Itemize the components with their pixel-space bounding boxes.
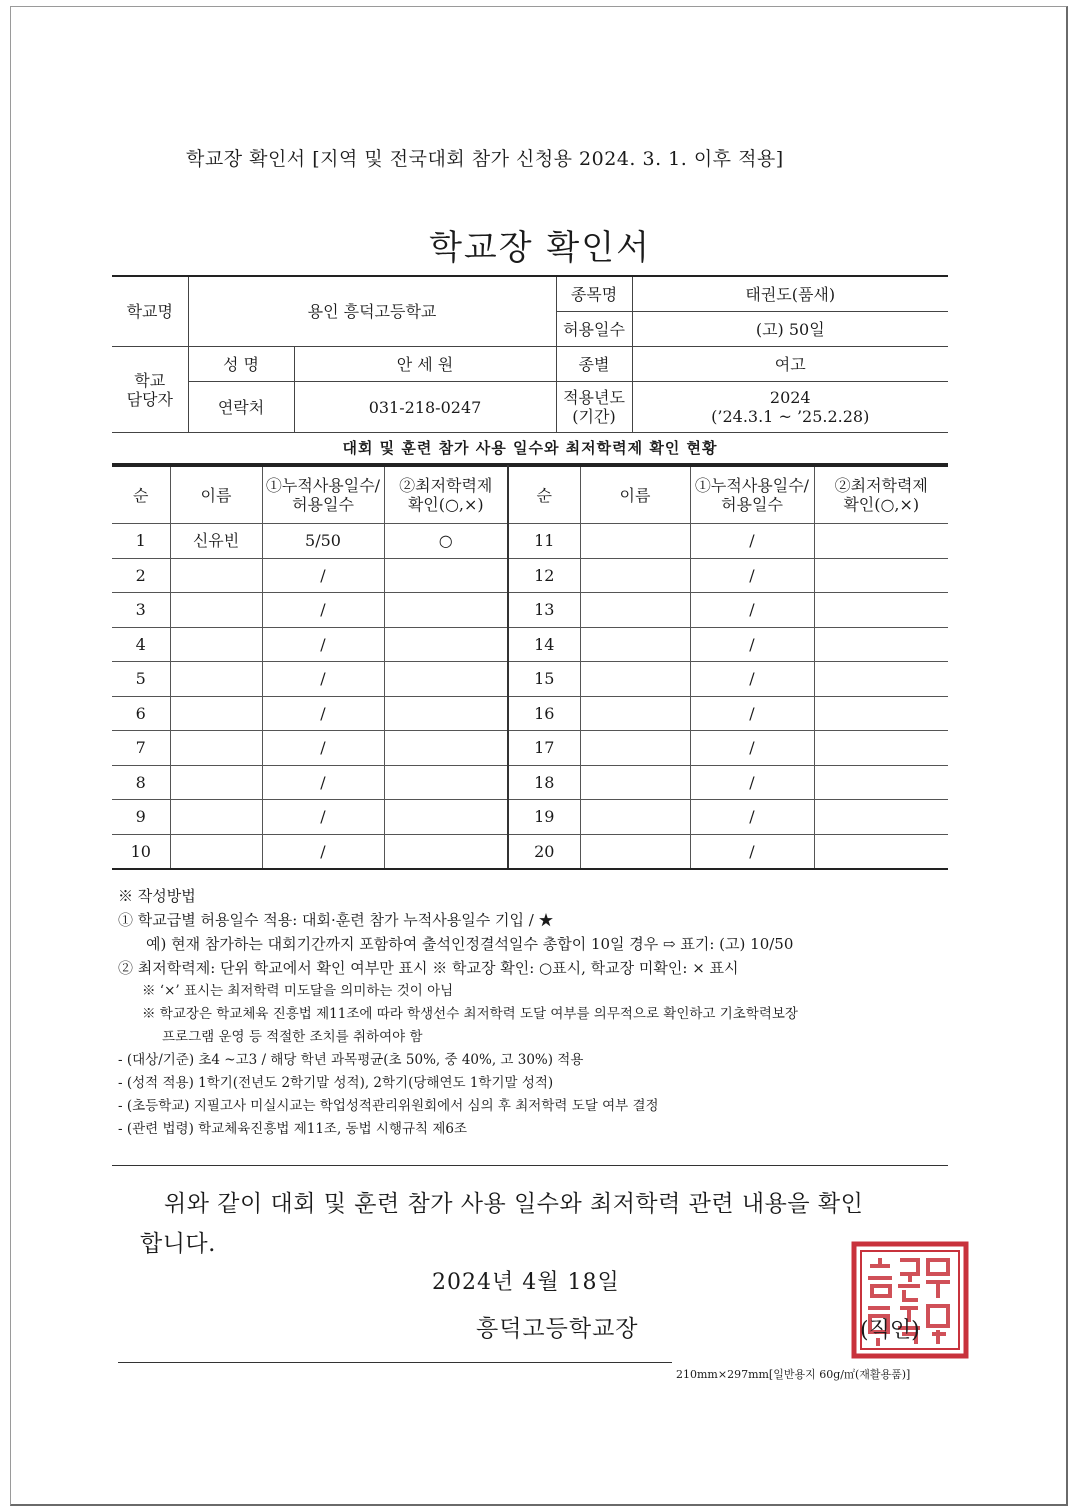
row-no-2: 19 <box>508 800 580 835</box>
row-no: 5 <box>112 662 170 697</box>
name-label: 성 명 <box>188 347 294 382</box>
row-name-2 <box>580 696 690 731</box>
year-value-line2: (’24.3.1 ~ ’25.2.28) <box>711 407 870 426</box>
row-no: 7 <box>112 731 170 766</box>
table-row <box>112 834 948 869</box>
row-no-2: 18 <box>508 765 580 800</box>
row-min-2 <box>814 765 948 800</box>
row-no: 8 <box>112 765 170 800</box>
header-min-2-line2: 확인(○,×) <box>843 495 920 514</box>
row-min <box>384 765 508 800</box>
row-name-2 <box>580 731 690 766</box>
row-name-2 <box>580 593 690 628</box>
type-label: 종별 <box>556 347 632 382</box>
row-name-2 <box>580 627 690 662</box>
header-name-2: 이름 <box>580 466 690 524</box>
row-name-2 <box>580 662 690 697</box>
row-no-2: 17 <box>508 731 580 766</box>
row-min <box>384 627 508 662</box>
row-name: 신유빈 <box>170 524 262 559</box>
table-row <box>112 765 948 800</box>
row-name <box>170 834 262 869</box>
row-days: / <box>262 800 384 835</box>
issue-date: 2024년 4월 18일 <box>432 1270 620 1295</box>
seal-mark: (직인) <box>860 1318 920 1343</box>
row-days-2: / <box>690 696 814 731</box>
row-no-2: 14 <box>508 627 580 662</box>
row-name <box>170 558 262 593</box>
name-value: 안 세 원 <box>294 347 556 382</box>
info-table <box>112 275 948 465</box>
table-row <box>112 593 948 628</box>
event-value: 태권도(품새) <box>632 276 948 312</box>
header-min-2 <box>814 466 948 524</box>
confirmation-line2: 합니다. <box>140 1231 216 1257</box>
header-no: 순 <box>112 466 170 524</box>
row-days-2: / <box>690 593 814 628</box>
year-label-line1: 적용년도 <box>563 388 625 407</box>
type-value: 여고 <box>632 347 948 382</box>
header-days-line1: ①누적사용일수/ <box>265 476 381 495</box>
header-name: 이름 <box>170 466 262 524</box>
row-min <box>384 731 508 766</box>
row-no-2: 15 <box>508 662 580 697</box>
row-min-2 <box>814 731 948 766</box>
row-days: / <box>262 765 384 800</box>
note-dash-1: - (대상/기준) 초4 ~고3 / 해당 학년 과목평균(초 50%, 중 40%, 고 30%) 적용 <box>118 1052 584 1068</box>
row-name-2 <box>580 524 690 559</box>
school-name-label: 학교명 <box>112 276 188 347</box>
row-no: 1 <box>112 524 170 559</box>
confirmation-statement <box>140 1184 940 1264</box>
contact-value: 031-218-0247 <box>294 382 556 433</box>
manager-label-line1: 학교 <box>134 370 166 390</box>
table-row <box>112 627 948 662</box>
row-days: 5/50 <box>262 524 384 559</box>
header-days <box>262 466 384 524</box>
table-row <box>112 800 948 835</box>
row-no-2: 11 <box>508 524 580 559</box>
row-no-2: 20 <box>508 834 580 869</box>
row-days-2: / <box>690 627 814 662</box>
row-days: / <box>262 627 384 662</box>
row-min-2 <box>814 627 948 662</box>
table-row <box>112 731 948 766</box>
note-dash-4: - (관련 법령) 학교체육진흥법 제11조, 동법 시행규칙 제6조 <box>118 1121 468 1137</box>
contact-label: 연락처 <box>188 382 294 433</box>
table-row <box>112 558 948 593</box>
header-min <box>384 466 508 524</box>
confirmation-line1: 위와 같이 대회 및 훈련 참가 사용 일수와 최저학력 관련 내용을 확인 <box>164 1191 864 1217</box>
row-days-2: / <box>690 765 814 800</box>
row-no: 3 <box>112 593 170 628</box>
row-name <box>170 627 262 662</box>
row-min: ○ <box>384 524 508 559</box>
row-no-2: 16 <box>508 696 580 731</box>
row-min <box>384 696 508 731</box>
row-no: 6 <box>112 696 170 731</box>
row-no: 9 <box>112 800 170 835</box>
allowed-days-value: (고) 50일 <box>632 312 948 347</box>
paper-size-note: 210mm×297mm[일반용지 60g/㎡(재활용품)] <box>676 1368 911 1381</box>
section-title: 대회 및 훈련 참가 사용 일수와 최저학력제 확인 현황 <box>112 433 948 465</box>
note-dash-3: - (초등학교) 지필고사 미실시교는 학업성적관리위원회에서 심의 후 최저학력 도달 여부 결정 <box>118 1098 659 1114</box>
row-min <box>384 800 508 835</box>
participation-table <box>112 465 948 870</box>
allowed-days-label: 허용일수 <box>556 312 632 347</box>
header-days-2-line1: ①누적사용일수/ <box>694 476 810 495</box>
row-name <box>170 662 262 697</box>
table-row <box>112 696 948 731</box>
writing-instructions <box>118 884 958 1141</box>
row-min-2 <box>814 558 948 593</box>
row-no: 10 <box>112 834 170 869</box>
row-name <box>170 593 262 628</box>
row-name <box>170 731 262 766</box>
header-days-2 <box>690 466 814 524</box>
row-name-2 <box>580 800 690 835</box>
notes-heading: ※ 작성방법 <box>118 887 196 905</box>
note-1: ① 학교급별 허용일수 적용: 대회·훈련 참가 누적사용일수 기입 / ★ <box>118 911 554 929</box>
header-min-line2: 확인(○,×) <box>407 495 484 514</box>
divider-bottom <box>118 1362 672 1363</box>
row-min-2 <box>814 800 948 835</box>
row-min <box>384 593 508 628</box>
header-min-line1: ②최저학력제 <box>399 476 493 495</box>
row-no: 4 <box>112 627 170 662</box>
row-days-2: / <box>690 731 814 766</box>
year-value-line1: 2024 <box>769 388 811 407</box>
row-name-2 <box>580 558 690 593</box>
row-min <box>384 558 508 593</box>
row-min-2 <box>814 593 948 628</box>
header-days-line2: 허용일수 <box>292 495 354 514</box>
row-days-2: / <box>690 834 814 869</box>
row-days: / <box>262 593 384 628</box>
row-days: / <box>262 834 384 869</box>
year-value <box>632 382 948 433</box>
year-label <box>556 382 632 433</box>
row-no-2: 13 <box>508 593 580 628</box>
event-label: 종목명 <box>556 276 632 312</box>
note-1-example: 예) 현재 참가하는 대회기간까지 포함하여 출석인정결석일수 총합이 10일 경우 ⇨ 표기: (고) 10/50 <box>146 935 794 953</box>
row-days: / <box>262 696 384 731</box>
row-no-2: 12 <box>508 558 580 593</box>
row-min-2 <box>814 834 948 869</box>
row-days-2: / <box>690 800 814 835</box>
row-no: 2 <box>112 558 170 593</box>
row-name-2 <box>580 834 690 869</box>
row-min-2 <box>814 524 948 559</box>
note-2: ② 최저학력제: 단위 학교에서 확인 여부만 표시 ※ 학교장 확인: ○표시, 학교장 미확인: × 표시 <box>118 959 739 977</box>
note-2-a: ※ ‘×’ 표시는 최저학력 미도달을 의미하는 것이 아님 <box>142 983 454 999</box>
row-name <box>170 765 262 800</box>
row-name <box>170 800 262 835</box>
row-min <box>384 834 508 869</box>
row-min-2 <box>814 662 948 697</box>
row-days: / <box>262 558 384 593</box>
table-row <box>112 662 948 697</box>
row-min-2 <box>814 696 948 731</box>
row-name-2 <box>580 765 690 800</box>
note-dash-2: - (성적 적용) 1학기(전년도 2학기말 성적), 2학기(당해연도 1학기말 성적) <box>118 1075 554 1091</box>
row-days-2: / <box>690 558 814 593</box>
page-title: 학교장 확인서 <box>429 228 651 268</box>
note-2-b2: 프로그램 운영 등 적절한 조치를 취하여야 함 <box>162 1029 423 1045</box>
table-row <box>112 524 948 559</box>
note-2-b1: ※ 학교장은 학교체육 진흥법 제11조에 따라 학생선수 최저학력 도달 여부를 의무적으로 확인하고 기초학력보장 <box>142 1006 798 1022</box>
manager-label-line2: 담당자 <box>126 389 173 409</box>
header-min-2-line1: ②최저학력제 <box>834 476 928 495</box>
header-no-2: 순 <box>508 466 580 524</box>
row-name <box>170 696 262 731</box>
header-days-2-line2: 허용일수 <box>721 495 783 514</box>
row-days-2: / <box>690 662 814 697</box>
row-days-2: / <box>690 524 814 559</box>
row-min <box>384 662 508 697</box>
row-days: / <box>262 662 384 697</box>
row-days: / <box>262 731 384 766</box>
year-label-line2: (기간) <box>572 407 616 426</box>
manager-label <box>112 347 188 433</box>
principal-title: 흥덕고등학교장 <box>476 1316 639 1342</box>
header-line: 학교장 확인서 [지역 및 전국대회 참가 신청용 2024. 3. 1. 이후 적용] <box>186 148 784 170</box>
divider-top <box>112 1165 948 1166</box>
school-name-value: 용인 흥덕고등학교 <box>188 276 556 347</box>
